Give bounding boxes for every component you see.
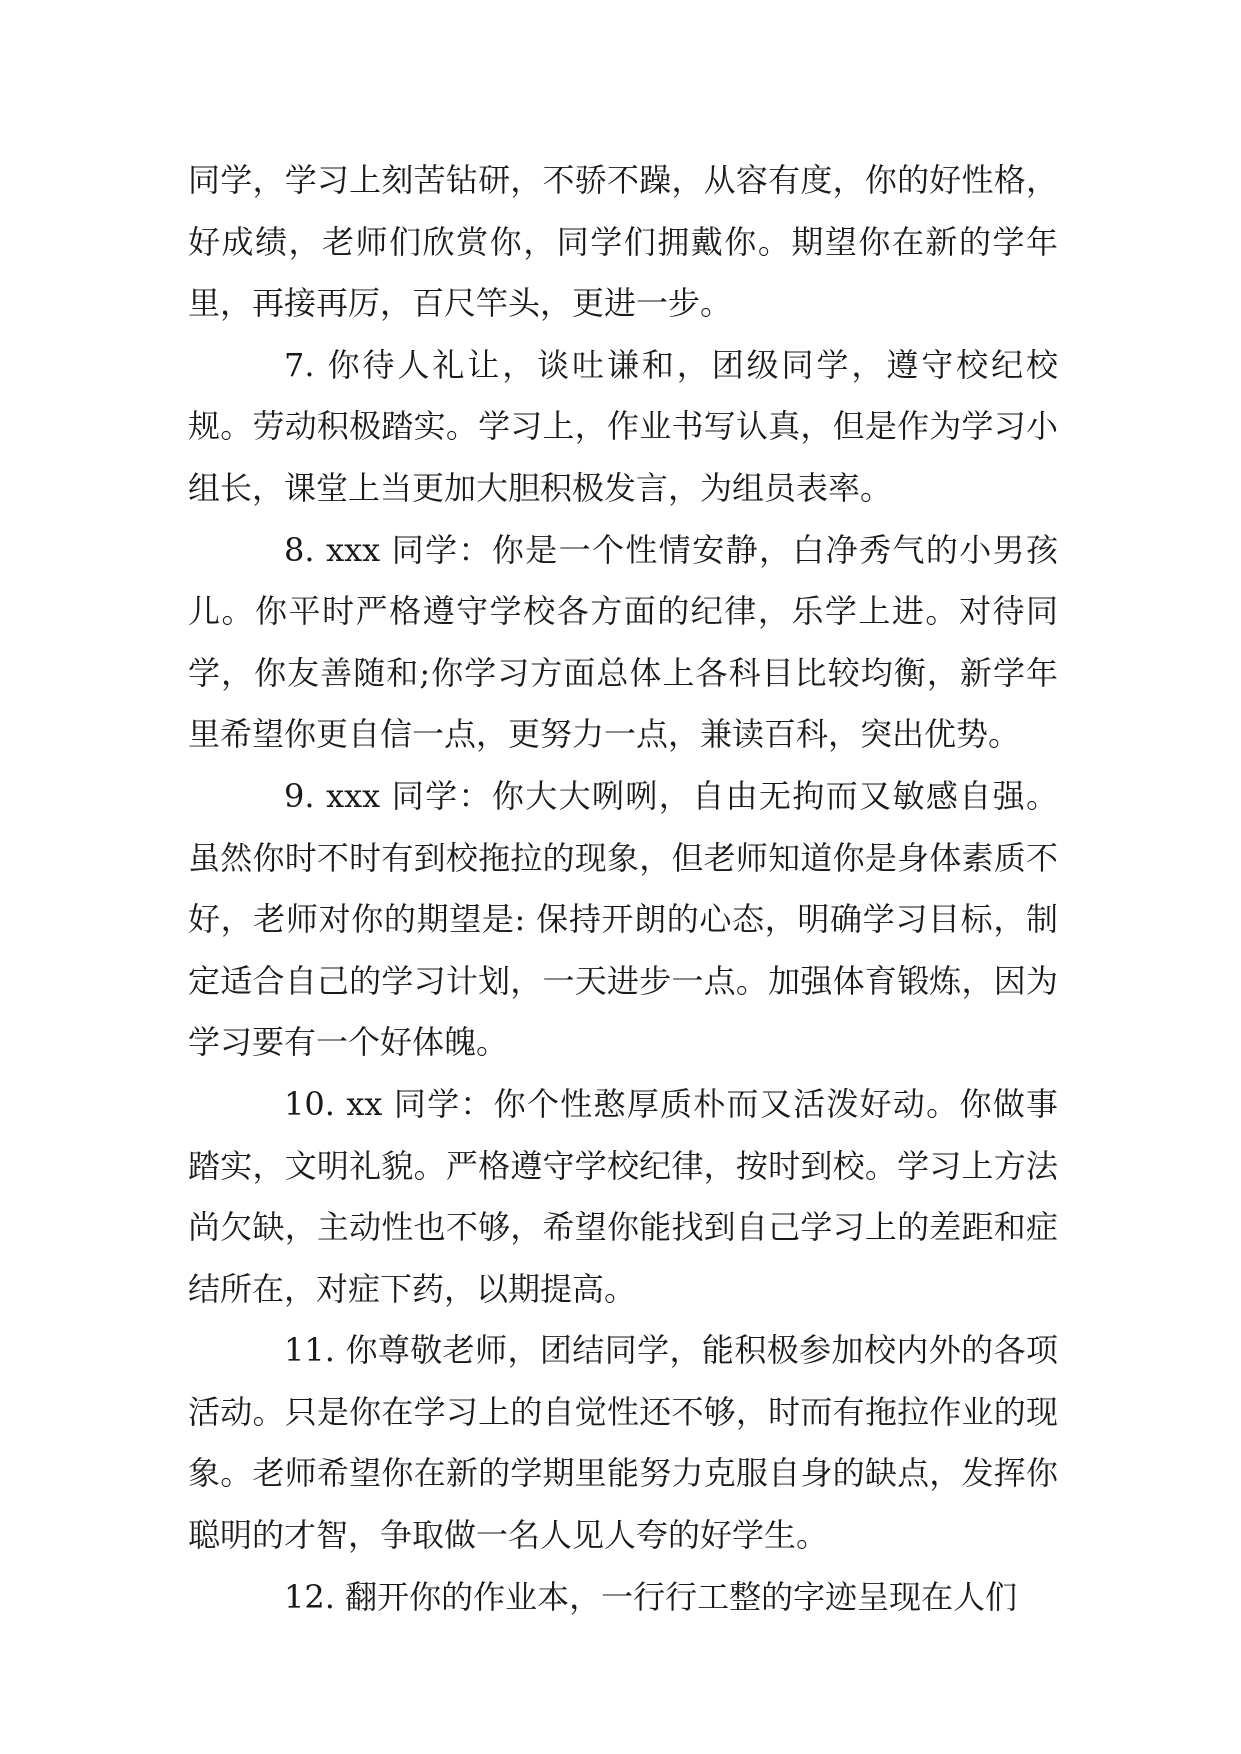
paragraph-item-10: 10. xx 同学：你个性憨厚质朴而又活泼好动。你做事踏实，文明礼貌。严格遵守学校纪律，按时到校。学习上方法尚欠缺，主动性也不够，希望你能找到自己学习上的差距和症结所在，对症下药，以期提高。 [188, 1084, 1058, 1308]
paragraph-item-11: 11. 你尊敬老师，团结同学，能积极参加校内外的各项活动。只是你在学习上的自觉性还不够，时而有拖拉作业的现象。老师希望你在新的学期里能努力克服自身的缺点，发挥你聪明的才智，争取做一名人见人夸的好学生。 [188, 1331, 1058, 1555]
paragraph-item-8: 8. xxx 同学：你是一个性情安静，白净秀气的小男孩儿。你平时严格遵守学校各方面的纪律，乐学上进。对待同学，你友善随和;你学习方面总体上各科目比较均衡，新学年里希望你更自信一点，更努力一点，兼读百科，突出优势。 [188, 530, 1058, 754]
paragraph-item-12: 12. 翻开你的作业本，一行行工整的字迹呈现在人们 [284, 1577, 1018, 1616]
paragraph-item-9: 9. xxx 同学：你大大咧咧，自由无拘而又敏感自强。虽然你时不时有到校拖拉的现象，但老师知道你是身体素质不好，老师对你的期望是: 保持开朗的心态，明确学习目标，制定适合自己的学习计划，一天进步一点。加强体育锻炼，因为学习要有一个好体魄。 [188, 776, 1058, 1062]
paragraph-item-7: 7. 你待人礼让，谈吐谦和，团级同学，遵守校纪校规。劳动积极踏实。学习上，作业书写认真，但是作为学习小组长，课堂上当更加大胆积极发言，为组员表率。 [188, 345, 1058, 507]
paragraph-continuation: 同学，学习上刻苦钻研，不骄不躁，从容有度，你的好性格，好成绩，老师们欣赏你，同学们拥戴你。期望你在新的学年里，再接再厉，百尺竿头，更进一步。 [188, 161, 1058, 323]
document-body [188, 150, 1058, 1628]
